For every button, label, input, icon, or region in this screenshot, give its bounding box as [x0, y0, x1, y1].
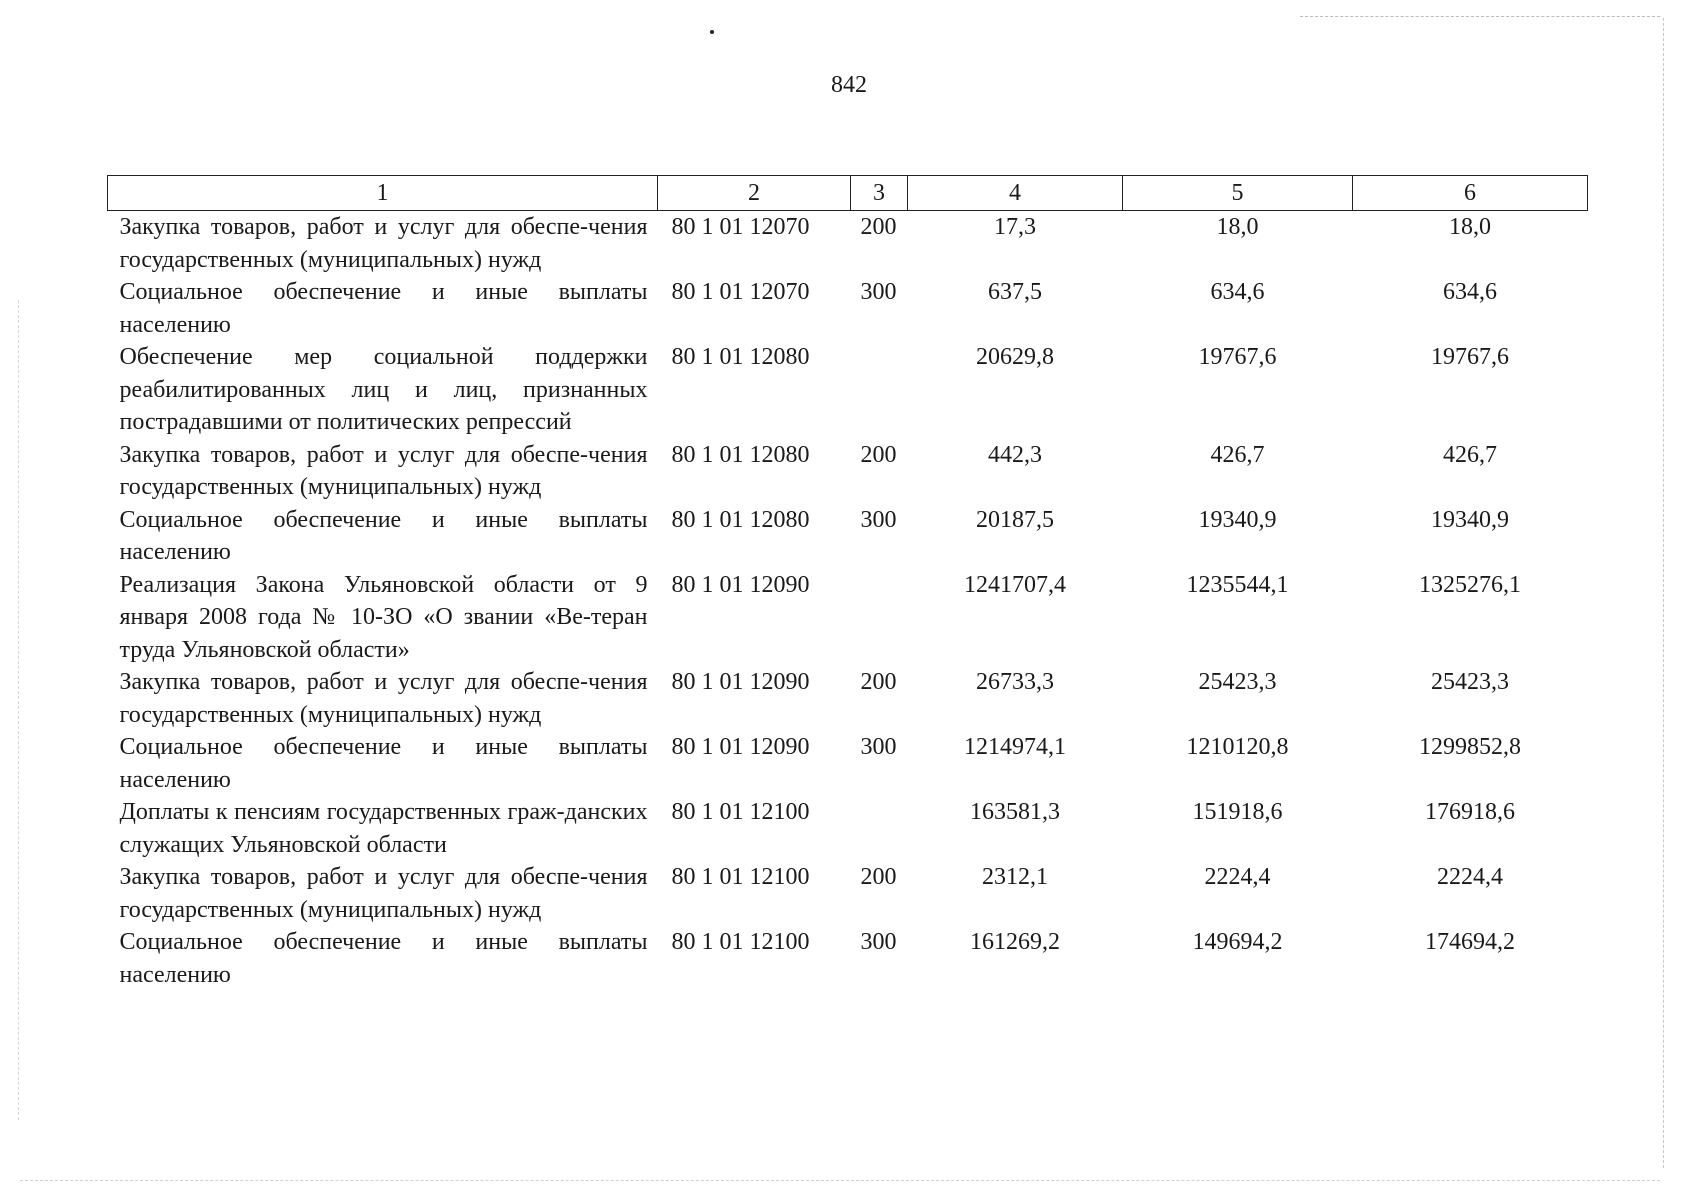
- table-row: [108, 276, 1588, 341]
- row-value-col5: 1210120,8: [1186, 734, 1289, 760]
- row-code: 80 1 01 12090: [671, 669, 810, 695]
- table-row: [108, 569, 1588, 667]
- row-value-col6: 176918,6: [1425, 799, 1515, 825]
- scan-edge-bottom: [20, 1180, 1660, 1181]
- row-code: 80 1 01 12090: [671, 734, 810, 760]
- row-name: Социальное обеспечение и иные выплаты населению: [119, 929, 648, 988]
- row-value-col6: 19340,9: [1431, 506, 1509, 533]
- row-name: Реализация Закона Ульяновской области от 9 января 2008 года № 10-ЗО «О звании «Ве-теран труда Ульяновской области»: [119, 571, 648, 663]
- row-code: 80 1 01 12100: [671, 799, 810, 825]
- row-value-col5: 18,0: [1216, 214, 1259, 240]
- row-code: 80 1 01 12100: [671, 929, 810, 955]
- row-kind: 200: [860, 669, 897, 695]
- row-value-col5: 634,6: [1210, 279, 1265, 305]
- header-cell-2: 2: [658, 176, 851, 211]
- row-kind: [851, 796, 908, 861]
- row-code: 80 1 01 12090: [671, 571, 810, 598]
- row-value-col4: 20187,5: [976, 506, 1054, 533]
- table-row: [108, 926, 1588, 991]
- row-kind: 200: [860, 214, 897, 240]
- row-value-col5: 149694,2: [1192, 929, 1283, 955]
- scan-edge-left: [18, 300, 19, 1120]
- row-value-col4: 20629,8: [976, 344, 1054, 370]
- row-value-col4: 17,3: [994, 214, 1036, 240]
- row-value-col4: 163581,3: [970, 799, 1060, 825]
- row-value-col4: 2312,1: [982, 864, 1048, 890]
- row-value-col6: 2224,4: [1437, 864, 1503, 890]
- row-code: 80 1 01 12070: [671, 279, 810, 305]
- header-cell-1: 1: [108, 176, 658, 211]
- header-cell-6: 6: [1353, 176, 1588, 211]
- row-value-col5: 19767,6: [1198, 344, 1277, 370]
- row-code: 80 1 01 12070: [671, 214, 810, 240]
- row-name: Обеспечение мер социальной поддержки реабилитированных лиц и лиц, признанных пострадавшими от политических репрессий: [119, 344, 648, 435]
- row-kind: 200: [860, 441, 897, 468]
- row-kind: 300: [860, 506, 897, 533]
- row-kind: 300: [860, 279, 897, 305]
- row-value-col4: 637,5: [988, 279, 1042, 305]
- header-cell-5: 5: [1123, 176, 1353, 211]
- row-value-col6: 174694,2: [1425, 929, 1515, 955]
- table-row: [108, 439, 1588, 504]
- row-value-col6: 18,0: [1449, 214, 1491, 240]
- row-value-col6: 634,6: [1443, 279, 1497, 305]
- row-value-col4: 442,3: [988, 441, 1042, 468]
- row-value-col6: 25423,3: [1431, 669, 1509, 695]
- row-value-col5: 25423,3: [1198, 669, 1277, 695]
- header-cell-4: 4: [908, 176, 1123, 211]
- row-value-col6: 1299852,8: [1419, 734, 1521, 760]
- header-cell-3: 3: [851, 176, 908, 211]
- scan-edge-top: [1300, 16, 1660, 17]
- row-value-col4: 1214974,1: [964, 734, 1066, 760]
- row-code: 80 1 01 12080: [671, 506, 810, 533]
- scan-speck: [710, 30, 714, 34]
- row-code: 80 1 01 12080: [671, 344, 810, 370]
- row-code: 80 1 01 12080: [671, 441, 810, 468]
- row-name: Социальное обеспечение и иные выплаты населению: [119, 279, 648, 338]
- row-name: Социальное обеспечение и иные выплаты населению: [119, 734, 648, 793]
- row-value-col4: 161269,2: [970, 929, 1060, 955]
- row-value-col4: 26733,3: [976, 669, 1054, 695]
- row-name: Социальное обеспечение и иные выплаты населению: [119, 506, 648, 565]
- row-name: Закупка товаров, работ и услуг для обеспе-чения государственных (муниципальных) нужд: [119, 214, 648, 273]
- row-value-col5: 1235544,1: [1186, 571, 1289, 598]
- row-value-col5: 426,7: [1210, 441, 1265, 468]
- table-row: [108, 341, 1588, 439]
- row-name: Закупка товаров, работ и услуг для обеспе-чения государственных (муниципальных) нужд: [119, 669, 648, 728]
- table-row: [108, 504, 1588, 569]
- header-row: [108, 176, 1588, 211]
- row-kind: [851, 569, 908, 667]
- row-value-col6: 19767,6: [1431, 344, 1509, 370]
- row-value-col6: 1325276,1: [1419, 571, 1521, 598]
- table-row: [108, 731, 1588, 796]
- row-kind: [851, 341, 908, 439]
- row-name: Доплаты к пенсиям государственных граж-данских служащих Ульяновской области: [119, 799, 648, 858]
- row-value-col4: 1241707,4: [964, 571, 1066, 598]
- row-kind: 300: [860, 929, 897, 955]
- row-code: 80 1 01 12100: [671, 864, 810, 890]
- row-kind: 200: [860, 864, 897, 890]
- row-value-col6: 426,7: [1443, 441, 1497, 468]
- budget-table: [107, 175, 1588, 991]
- table-row: [108, 796, 1588, 861]
- table-body: [108, 211, 1588, 992]
- page-number: 842: [831, 72, 867, 98]
- table-row: [108, 666, 1588, 731]
- row-value-col5: 151918,6: [1192, 799, 1283, 825]
- table-row: [108, 861, 1588, 926]
- row-name: Закупка товаров, работ и услуг для обеспе-чения государственных (муниципальных) нужд: [119, 864, 648, 923]
- table-row: [108, 211, 1588, 277]
- row-value-col5: 19340,9: [1198, 506, 1277, 533]
- scan-edge-right: [1663, 18, 1664, 1168]
- row-kind: 300: [860, 734, 897, 760]
- row-value-col5: 2224,4: [1204, 864, 1271, 890]
- row-name: Закупка товаров, работ и услуг для обеспе-чения государственных (муниципальных) нужд: [119, 441, 648, 500]
